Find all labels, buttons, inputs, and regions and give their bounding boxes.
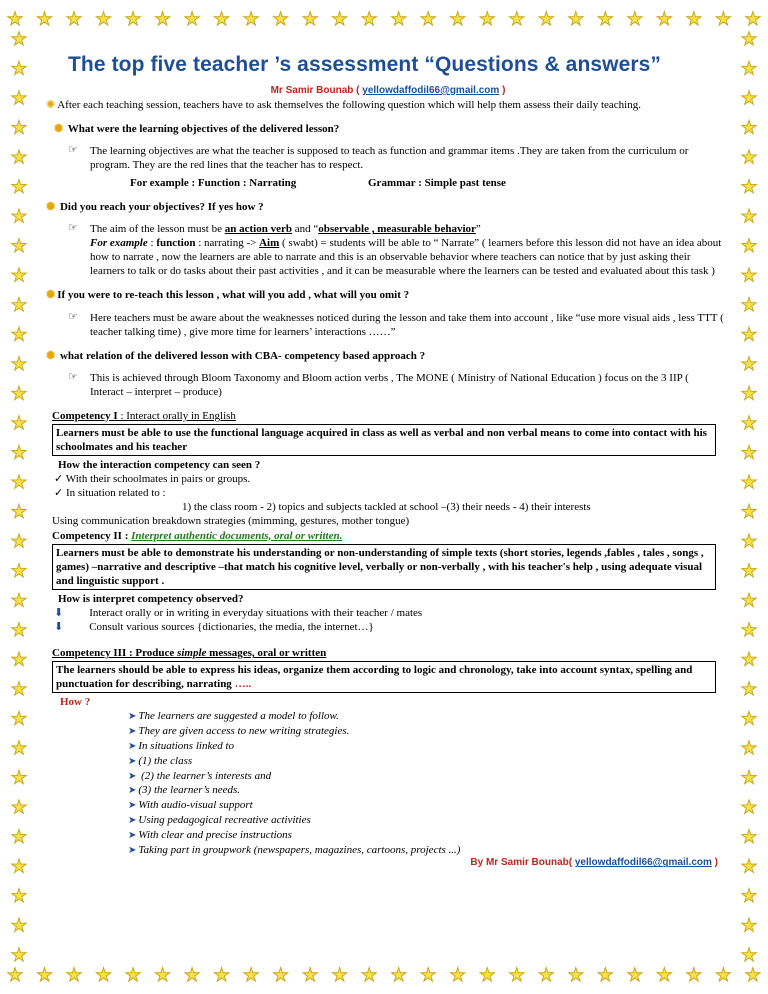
star-icon <box>10 710 28 728</box>
signature-suffix: ) <box>711 857 718 869</box>
sun-icon: ✺ <box>46 349 56 362</box>
sun-icon: ✺ <box>54 122 64 135</box>
star-icon <box>478 10 496 28</box>
star-icon <box>740 237 758 255</box>
star-icon <box>10 916 28 934</box>
arrow-icon: ➤ <box>128 800 137 812</box>
star-icon <box>10 857 28 875</box>
intro-text: After each teaching session, teachers have to ask themselves the following question which will help them assess their daily teaching. <box>57 98 641 111</box>
star-icon <box>740 119 758 137</box>
star-icon <box>10 503 28 521</box>
star-icon <box>740 946 758 964</box>
produce-item <box>128 783 724 798</box>
competency-1-title: : Interact orally in English <box>117 409 236 422</box>
produce-item-text: (3) the learner’s needs. <box>138 784 241 797</box>
star-icon <box>685 10 703 28</box>
produce-item <box>128 769 724 784</box>
star-icon <box>10 385 28 403</box>
star-icon <box>10 680 28 698</box>
star-icon <box>242 966 260 984</box>
author-name: Mr Samir Bounab ( <box>270 84 363 96</box>
answer-4 <box>68 371 724 399</box>
star-icon <box>740 325 758 343</box>
arrow-icon: ➤ <box>128 770 137 782</box>
star-icon <box>744 966 762 984</box>
arrow-icon: ➤ <box>128 814 137 826</box>
produce-item <box>128 739 724 754</box>
star-icon <box>360 966 378 984</box>
star-icon <box>740 650 758 668</box>
answer-4-text: This is achieved through Bloom Taxonomy and Bloom action verbs , The MONE ( Ministry of National Education ) focus on the 3 IIP ( Interact – interpret – produce) <box>90 371 689 398</box>
star-icon <box>740 887 758 905</box>
star-icon <box>272 10 290 28</box>
star-icon <box>419 966 437 984</box>
star-icon <box>10 60 28 78</box>
answer-3-text: Here teachers must be aware about the weaknesses noticed during the lesson and take them into account , like “use more visual aids , less TTT ( teacher talking time) , give more time for learners’ interactions ……” <box>90 311 724 338</box>
star-icon <box>449 966 467 984</box>
produce-list <box>52 709 724 857</box>
answer-1-text: The learning objectives are what the teacher is supposed to teach as function and grammar items .They are taken from the curriculum or program. They are the red lines that the teacher has to respect. <box>90 144 689 171</box>
star-icon <box>740 89 758 107</box>
competency-3-label: Competency III : Produce <box>52 647 178 660</box>
star-icon <box>419 10 437 28</box>
star-icon <box>154 966 172 984</box>
star-icon <box>655 10 673 28</box>
star-icon <box>626 10 644 28</box>
star-icon <box>537 966 555 984</box>
star-icon <box>10 828 28 846</box>
star-icon <box>360 10 378 28</box>
competency-1-box: Learners must be able to use the functional language acquired in class as well as verbal and non verbal means to come into contact with his schoolmates and his teacher <box>52 424 716 456</box>
star-icon <box>740 207 758 225</box>
competency-2-rest: authentic documents, oral or written. <box>171 529 343 542</box>
star-icon <box>213 966 231 984</box>
star-icon <box>567 10 585 28</box>
star-icon <box>740 916 758 934</box>
how-label: How ? <box>60 696 91 709</box>
produce-item-text: In situations linked to <box>138 740 235 752</box>
star-icon <box>740 178 758 196</box>
produce-item <box>128 843 724 858</box>
check-item: ✓ With their schoolmates in pairs or groups. <box>54 473 251 486</box>
example-1 <box>130 176 724 190</box>
situations-line: 1) the class room - 2) topics and subjects tackled at school –(3) their needs - 4) their interests <box>182 501 591 514</box>
star-icon <box>655 966 673 984</box>
star-icon <box>744 10 762 28</box>
action-verb: an action verb <box>224 223 292 236</box>
competency-3-simple: simple <box>177 647 207 660</box>
question-3-text: If you were to re-teach this lesson , what will you add , what will you omit ? <box>57 289 410 302</box>
star-icon <box>596 966 614 984</box>
signature-email-link[interactable]: yellowdaffodil66@gmail.com <box>574 857 712 869</box>
arrow-icon: ➤ <box>128 844 137 856</box>
star-icon <box>740 828 758 846</box>
star-icon <box>567 966 585 984</box>
question-1 <box>54 122 724 136</box>
interpret-item <box>54 606 724 620</box>
star-icon <box>301 966 319 984</box>
star-icon <box>740 591 758 609</box>
star-icon <box>740 857 758 875</box>
pointing-hand-icon: ☞ <box>68 143 78 156</box>
star-icon <box>740 266 758 284</box>
page-title: The top five teacher ’s assessment “Questions & answers” <box>68 53 662 76</box>
question-1-text: What were the learning objectives of the delivered lesson? <box>67 122 340 135</box>
star-icon <box>740 414 758 432</box>
example-label: For example <box>90 237 148 250</box>
narrating-text: : narrating -> <box>195 237 260 250</box>
question-3 <box>46 288 724 302</box>
star-icon <box>10 119 28 137</box>
star-icon <box>95 10 113 28</box>
produce-item <box>128 754 724 769</box>
produce-item <box>128 828 724 843</box>
arrow-icon: ➤ <box>128 829 137 841</box>
star-icon <box>740 710 758 728</box>
star-icon <box>124 966 142 984</box>
star-icon <box>10 237 28 255</box>
star-icon <box>6 10 24 28</box>
produce-item <box>128 709 724 724</box>
star-icon <box>740 60 758 78</box>
star-icon <box>685 966 703 984</box>
star-icon <box>10 591 28 609</box>
answer-2-prefix: The aim of the lesson must be <box>90 223 225 236</box>
star-icon <box>10 769 28 787</box>
author-line <box>52 85 724 98</box>
star-icon <box>740 473 758 491</box>
star-icon <box>714 966 732 984</box>
produce-item-text: Using pedagogical recreative activities <box>138 813 311 826</box>
question-4 <box>46 349 724 363</box>
question-2-text: Did you reach your objectives? If yes how ? <box>59 201 264 214</box>
competency-3-heading <box>52 646 724 660</box>
produce-item <box>128 798 724 813</box>
star-icon <box>10 296 28 314</box>
star-border-bottom <box>0 960 768 990</box>
example-grammar: Grammar : Simple past tense <box>368 176 506 189</box>
star-icon <box>596 10 614 28</box>
signature-name: By Mr Samir Bounab( <box>470 857 575 869</box>
sun-icon: ✺ <box>46 201 56 214</box>
star-icon <box>10 562 28 580</box>
answer-2-end: ” <box>475 223 481 236</box>
answer-2: ☞ The aim of the lesson must be an action verb and “observable , measurable behavior” For example : function : narrating -> Aim ( swabt) = students will be able to “ Narrate” ( learners before this lesson did not have an idea about how to narrate , now the learners are able to narrate and this is an observable behavior where teachers can notice that by just asking their learners to talk or do tasks about their past activities , and it can be measurable where the learners can be tested and evaluated about this task ) <box>68 222 722 278</box>
star-icon <box>65 10 83 28</box>
star-icon <box>242 10 260 28</box>
star-icon <box>626 966 644 984</box>
competency-1-how: How the interaction competency can seen ? <box>58 459 261 472</box>
arrow-icon: ➤ <box>128 785 137 797</box>
produce-item-text: With audio-visual support <box>138 799 253 812</box>
star-icon <box>272 966 290 984</box>
competency-3-box-text: The learners should be able to express his ideas, organize them according to logic and chronology, take into account syntax, spelling and punctuation for describing, narrating <box>56 664 693 691</box>
competency-1-label: Competency I <box>52 409 118 422</box>
star-icon <box>6 966 24 984</box>
star-icon <box>740 148 758 166</box>
star-icon <box>537 10 555 28</box>
star-icon <box>331 966 349 984</box>
produce-item-text: Taking part in groupwork (newspapers, magazines, cartoons, projects ...) <box>138 843 461 856</box>
star-icon <box>10 207 28 225</box>
example-function: For example : Function : Narrating <box>130 176 297 189</box>
interpret-item-text: Interact orally or in writing in everyday situations with their teacher / mates <box>89 606 423 619</box>
check-item-text: In situation related to : <box>65 487 166 500</box>
star-icon <box>449 10 467 28</box>
star-border-left <box>2 30 36 964</box>
star-icon <box>10 325 28 343</box>
signature <box>52 857 718 870</box>
competency-2-label: Competency II : <box>52 529 132 542</box>
star-icon <box>154 10 172 28</box>
star-icon <box>740 680 758 698</box>
star-icon <box>740 503 758 521</box>
intro-paragraph <box>46 98 724 112</box>
star-icon <box>740 30 758 48</box>
star-icon <box>740 296 758 314</box>
star-icon <box>10 473 28 491</box>
question-2 <box>46 200 724 214</box>
produce-item <box>128 813 724 828</box>
star-icon <box>508 10 526 28</box>
star-icon <box>10 650 28 668</box>
arrow-icon: ➤ <box>128 711 137 723</box>
produce-item <box>128 724 724 739</box>
strategies-line: Using communication breakdown strategies (mimming, gestures, mother tongue) <box>52 515 410 528</box>
competency-2-heading <box>52 529 724 543</box>
document-body <box>46 52 724 870</box>
author-email-link[interactable]: yellowdaffodil66@gmail.com <box>362 84 500 96</box>
pointing-hand-icon: ☞ <box>68 310 78 323</box>
interpret-item <box>54 620 724 634</box>
produce-item-text: With clear and precise instructions <box>138 828 292 841</box>
produce-item-text: (1) the class <box>138 754 193 767</box>
star-icon <box>740 385 758 403</box>
star-border-top <box>0 4 768 34</box>
star-icon <box>740 355 758 373</box>
competency-3-box-ellipsis: ….. <box>234 678 252 691</box>
answer-2-mid: and “ <box>291 223 319 236</box>
answer-1 <box>68 144 724 172</box>
produce-item-text: The learners are suggested a model to follow. <box>138 710 339 723</box>
star-icon <box>10 414 28 432</box>
observable-behavior: observable , measurable behavior <box>318 223 476 236</box>
star-icon <box>213 10 231 28</box>
author-suffix: ) <box>499 84 506 96</box>
star-icon <box>740 621 758 639</box>
star-icon <box>10 887 28 905</box>
down-arrow-icon: ⬇ <box>54 606 64 619</box>
star-icon <box>740 798 758 816</box>
star-icon <box>10 266 28 284</box>
star-icon <box>10 946 28 964</box>
answer-2-rest: ( swabt) = students will be able to “ Narrate” ( learners before this lesson did not have an idea about how to narrate , now the learners are able to narrate and this is an observable behavior where teachers can notice that by just asking their learners to talk or do tasks about their past activities , and it can be measurable where the learners can be tested and evaluated about this task ) <box>90 237 722 278</box>
star-icon <box>10 178 28 196</box>
star-icon <box>390 966 408 984</box>
competency-3-rest: messages, oral or written <box>206 647 327 660</box>
sun-icon: ✺ <box>46 98 56 111</box>
competency-1-heading <box>52 409 724 423</box>
down-arrow-icon: ⬇ <box>54 621 64 634</box>
star-icon <box>124 10 142 28</box>
arrow-icon: ➤ <box>128 741 137 752</box>
competency-2-box: Learners must be able to demonstrate his understanding or non-understanding of simple texts (short stories, legends ,fables , tales , songs , games) –narrative and descriptive –that match his cognitive level, verbally or non-verbally , with his teacher's help , using adequate visual and linguistic support . <box>52 544 716 590</box>
star-icon <box>478 966 496 984</box>
function-label: function <box>156 237 196 250</box>
pointing-hand-icon: ☞ <box>68 370 78 383</box>
interpret-item-text: Consult various sources {dictionaries, the media, the internet…} <box>89 621 374 634</box>
competency-3-box <box>52 661 716 693</box>
star-icon <box>508 966 526 984</box>
star-icon <box>95 966 113 984</box>
star-icon <box>36 966 54 984</box>
star-icon <box>740 739 758 757</box>
aim-label: Aim <box>259 237 280 250</box>
pointing-hand-icon: ☞ <box>68 222 78 235</box>
star-icon <box>740 444 758 462</box>
star-icon <box>10 444 28 462</box>
arrow-icon: ➤ <box>128 726 137 738</box>
star-icon <box>301 10 319 28</box>
star-icon <box>10 739 28 757</box>
produce-item-text: (2) the learner’s interests and <box>138 769 272 782</box>
star-icon <box>65 966 83 984</box>
produce-item-text: They are given access to new writing strategies. <box>138 725 350 738</box>
competency-2-how: How is interpret competency observed? <box>58 592 244 605</box>
arrow-icon: ➤ <box>128 755 137 767</box>
star-icon <box>10 30 28 48</box>
star-border-right <box>732 30 766 964</box>
star-icon <box>10 89 28 107</box>
check-item-text: With their schoolmates in pairs or groups. <box>65 473 251 486</box>
star-icon <box>390 10 408 28</box>
sun-icon: ✺ <box>46 289 56 302</box>
star-icon <box>714 10 732 28</box>
question-4-text: what relation of the delivered lesson with CBA- competency based approach ? <box>59 349 426 362</box>
star-icon <box>10 355 28 373</box>
check-item: ✓ In situation related to : <box>54 487 166 500</box>
star-icon <box>10 148 28 166</box>
answer-3 <box>68 311 724 339</box>
star-icon <box>183 10 201 28</box>
star-icon <box>331 10 349 28</box>
star-icon <box>10 621 28 639</box>
star-icon <box>740 562 758 580</box>
star-icon <box>740 532 758 550</box>
star-icon <box>10 798 28 816</box>
star-icon <box>10 532 28 550</box>
star-icon <box>183 966 201 984</box>
star-icon <box>36 10 54 28</box>
star-icon <box>740 769 758 787</box>
competency-2-verb: Interpret <box>131 529 172 542</box>
